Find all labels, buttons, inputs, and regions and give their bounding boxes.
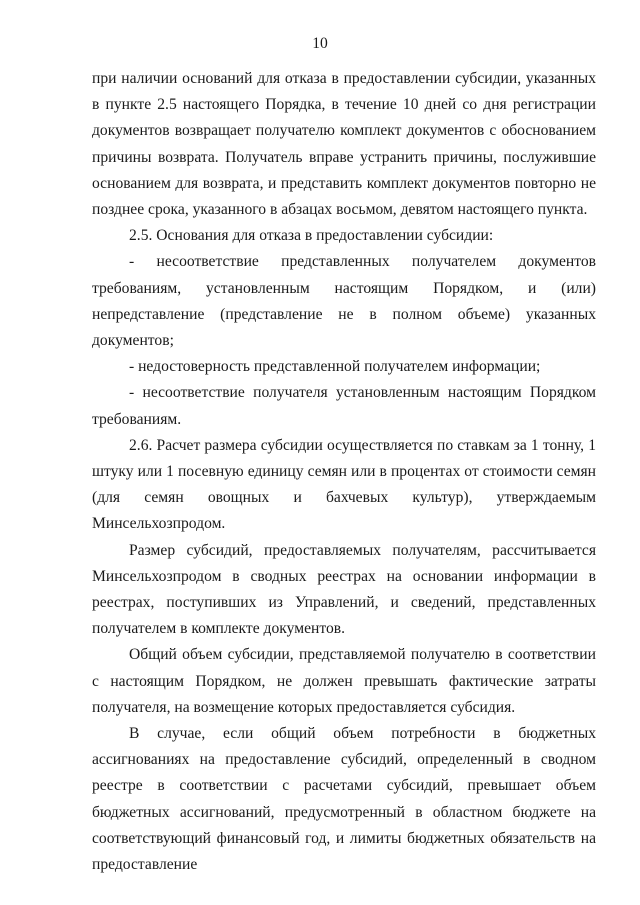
paragraph-subsidy-total: Общий объем субсидии, представляемой получателю в соответствии с настоящим Порядком, не должен превышать фактические затраты получателя, на возмещение которых предоставляется субсидия. (92, 646, 596, 716)
paragraph-continuation: при наличии оснований для отказа в предоставлении субсидии, указанных в пункте 2.5 настоящего Порядка, в течение 10 дней со дня регистрации документов возвращает получателю комплект документов с обоснованием причины возврата. Получатель вправе устранить причины, послужившие основанием для возврата, и представить комплект документов повторно не позднее срока, указанного в абзацах восьмом, девятом настоящего пункта. (92, 70, 596, 219)
paragraph-refusal-reason-2: - недостоверность представленной получателем информации; (129, 358, 541, 376)
paragraph-budget-excess: В случае, если общий объем потребности в бюджетных ассигнованиях на предоставление субсидий, определенный в сводном реестре в соответствии с расчетами субсидий, превышает объем бюджетных ассигнований, предусмотренный в областном бюджете на соответствующий финансовый год, и лимиты бюджетных обязательств на предоставление (92, 725, 596, 874)
page-number: 10 (312, 35, 328, 52)
paragraph-section-2-6: 2.6. Расчет размера субсидии осуществляется по ставкам за 1 тонну, 1 штуку или 1 посевную единицу семян или в процентах от стоимости семян (для семян овощных и бахчевых культур), утверждаемым Минсельхозпродом. (92, 436, 596, 533)
paragraph-refusal-reason-3: - несоответствие получателя установленным настоящим Порядком требованиям. (92, 384, 596, 428)
paragraph-refusal-reason-1: - несоответствие представленных получателем документов требованиям, установленным настоящим Порядком, и (или) непредставление (представление не в полном объеме) указанных документов; (92, 253, 596, 350)
paragraph-section-2-5: 2.5. Основания для отказа в предоставлении субсидии: (129, 227, 494, 245)
paragraph-subsidy-size: Размер субсидий, предоставляемых получателям, рассчитывается Минсельхозпродом в сводных реестрах на основании информации в реестрах, поступивших из Управлений, и сведений, представленных получателем в комплекте документов. (92, 541, 596, 638)
document-body (92, 66, 596, 878)
